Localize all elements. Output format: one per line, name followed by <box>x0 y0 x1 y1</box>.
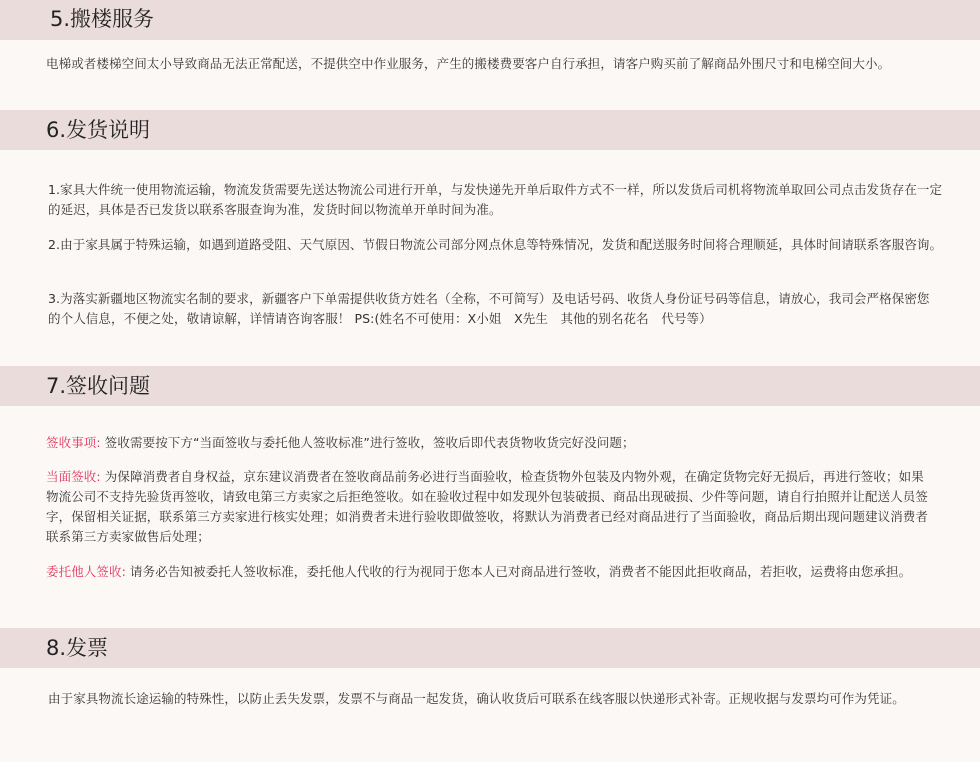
section-title-8: 8.发票 <box>46 636 109 660</box>
section-header-5 <box>0 0 980 40</box>
section-title-6: 6.发货说明 <box>46 118 151 142</box>
section-header-8 <box>0 628 980 668</box>
section-title-5: 5.搬楼服务 <box>50 7 155 31</box>
paragraph-8-1: 由于家具物流长途运输的特殊性，以防止丢失发票，发票不与商品一起发货，确认收货后可联系在线客服以快递形式补寄。正规收据与发票均可作为凭证。 <box>48 691 905 706</box>
section-header-6 <box>0 110 980 150</box>
sign-item-notes-label: 签收事项: <box>46 435 101 450</box>
sign-item-in-person-label: 当面签收: <box>46 469 101 484</box>
sign-item-delegate <box>46 562 926 582</box>
section-title-7: 7.签收问题 <box>46 374 151 398</box>
paragraph-6-3: 3.为落实新疆地区物流实名制的要求，新疆客户下单需提供收货方姓名（全称，不可简写）及电话号码、收货人身份证号码等信息，请放心，我司会严格保密您的个人信息，不便之处，敬请谅解，详情请咨询客服！ PS:(姓名不可使用：X小姐 X先生 其他的别名花名 代号等） <box>48 291 930 326</box>
paragraph-6-1: 1.家具大件统一使用物流运输，物流发货需要先送达物流公司进行开单，与发快递先开单后取件方式不一样，所以发货后司机将物流单取回公司点击发货存在一定的延迟，具体是否已发货以联系客服查询为准，发货时间以物流单开单时间为准。 <box>48 182 943 217</box>
sign-item-delegate-label: 委托他人签收: <box>46 564 126 579</box>
section-header-7 <box>0 366 980 406</box>
sign-item-delegate-text: 请务必告知被委托人签收标准，委托他人代收的行为视同于您本人已对商品进行签收，消费者不能因此拒收商品，若拒收，运费将由您承担。 <box>125 564 912 579</box>
paragraph-6-2: 2.由于家具属于特殊运输，如遇到道路受阻、天气原因、节假日物流公司部分网点休息等特殊情况，发货和配送服务时间将合理顺延，具体时间请联系客服咨询。 <box>48 237 943 252</box>
sign-item-in-person-text: 为保障消费者自身权益，京东建议消费者在签收商品前务必进行当面验收，检查货物外包装及内物外观，在确定货物完好无损后，再进行签收；如果物流公司不支持先验货再签收，请致电第三方卖家之后拒绝签收。如在验收过程中如发现外包装破损、商品出现破损、少件等问题，请自行拍照并让配送人员签字，保留相关证据，联系第三方卖家进行核实处理；如消费者未进行验收即做签收，将默认为消费者已经对商品进行了当面验收，商品后期出现问题建议消费者联系第三方卖家做售后处理； <box>46 469 929 544</box>
paragraph-5-1: 电梯或者楼梯空间太小导致商品无法正常配送，不提供空中作业服务，产生的搬楼费要客户自行承担，请客户购买前了解商品外围尺寸和电梯空间大小。 <box>46 56 891 71</box>
sign-item-in-person <box>46 467 936 547</box>
sign-item-notes-text: 签收需要按下方“当面签收与委托他人签收标准”进行签收，签收后即代表货物收货完好没问题； <box>100 435 635 450</box>
sign-item-notes <box>46 433 946 453</box>
